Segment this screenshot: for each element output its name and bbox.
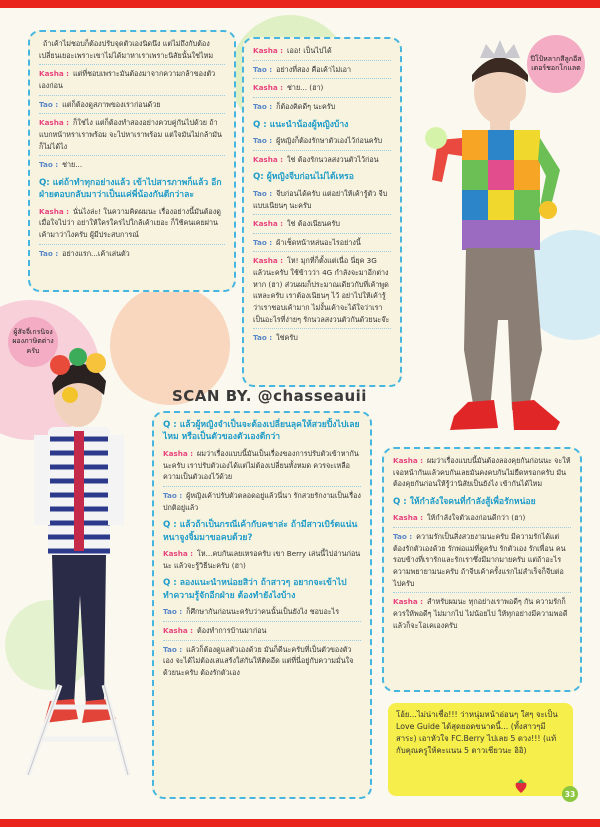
- caption-badge-right-text: ปีโป้หลากสีลูกอีสเตอร์ชอกโกแลต: [530, 54, 582, 72]
- caption-badge-left-text: ผู้สัจจี่เกรนิจง ผองภาษิตต่างครับ: [12, 328, 54, 355]
- line: Tao : อย่างที่สอง คือเค้าไม่เอา: [253, 64, 352, 74]
- line: Kasha : เออ! เป็นไปได้: [253, 46, 332, 55]
- line: Kasha : ผมว่าเรื่องแบบนี้มันเป็นเรื่องของการปรับตัวเข้าหากันนะครับ เราปรับตัวเองได้แต่ไม่ต้องเปลี่ยนทั้งหมด ควรจะเหลือความเป็นตัวเองไว้ด้วย: [163, 448, 359, 482]
- caption-badge-left: [8, 317, 58, 367]
- line: Tao : แต่ก็ต้องดูสภาพของเราก่อนด้วย: [39, 99, 161, 109]
- question-heading: Q : แล้วผู้หญิงจำเป็นจะต้องเปลี่ยนลุคให้สวยปิ้งไปเลยไหม หรือเป็นตัวของตัวเองดีกว่า: [163, 420, 360, 443]
- question-heading: Q : ให้กำลังใจคนที่กำลังสู้เพื่อรักหน่อย: [393, 496, 536, 507]
- line: Tao : ช่าย...: [39, 160, 83, 170]
- line: Kasha : นั่นไงล่ะ! ในความคิดผมนะ เรื่องอย่างนี้มันต้องดูเมื่อใจไปว่า อย่าให้ใครใครไปใกล้เค้าเยอะ ก็ใช้คนเคยผ่านเค้ามาว่าไงครับ ผู้มีประสบการณ์: [39, 206, 221, 240]
- interview-box-1: [28, 30, 236, 292]
- caption-badge-right: [527, 35, 585, 93]
- line: Tao : ความรักเป็นสิ่งสวยงามนะครับ มีความรักได้แต่ต้องรักตัวเองด้วย รักพ่อแม่ที่ดูครับ รักตัวเอง รักเพื่อน คนรอบข้างที่เรารักและรักเราซึ่งมีมากมายครับ แต่ถ้าอะไรความพยายามนะครับ ถ้าจีบเค้าครั้งแรกไม่สำเร็จก็จีบต่อไปครับ: [393, 532, 566, 588]
- scan-credit: SCAN BY. @chasseauii: [172, 387, 367, 405]
- line: Kasha : ช่าย... (ฮา): [253, 83, 324, 93]
- line: Kasha : โห...คบกันเลยเหรอครับ เขา Berry เล่นนี้ไปอ่านก่อนนะ แล้วจะรู้วิธีนะครับ (ฮา): [163, 549, 361, 570]
- interview-box-3: [152, 411, 372, 799]
- summary-text: โอ้ย...ไม่น่าเชื่อ!!! ว่าหนุ่มหน้าอ่อนๆ ใสๆ จะเป็น Love Guide ได้สุดยอดขนาดนี้... (ทั้งสาวๆมีสาระ) เอาหัวใจ FC.Berry ไปเลย 5 ดวง!!! (แท้กับคุณครูให้คะแนน 5 ดาวเชียวนะ อิอิ): [396, 710, 558, 756]
- line: Tao : แล้วก็ต้องดูแลตัวเองด้วย มันก็ดีนะครับที่เป็นตัวของตัวเอง จะได้ไม่ต้องเสแสร้งใส่กันให้ติดอีด แต่ที่นี่อยู่กับความมั่นใจด้วยนะครับ ต้องรักตัวเอง: [163, 644, 354, 677]
- line: ถ้าเค้าไม่ชอบก็ต้องปรับจุดตัวเองนิดนึง แต่ไม่ถึงกับต้องเปลี่ยนเยอะเพราะเขาไม่ได้มาหาเราเพราะนิสัยนั้นใช่ไหม: [39, 39, 214, 60]
- line: Tao : ผู้หญิงก็ต้องรักษาตัวเองไว้ก่อนครับ: [253, 136, 383, 146]
- line: Tao : ก็ต้องคิดดีๆ นะครับ: [253, 101, 336, 111]
- question-heading: Q: ผู้หญิงจีบก่อนไม่ได้เหรอ: [253, 172, 354, 183]
- top-red-bar: [0, 0, 600, 8]
- person-left-photo: [8, 335, 158, 795]
- line: Tao : อย่างแรก...เค้าเล่นตัว: [39, 248, 130, 258]
- step-ladder: [28, 685, 128, 775]
- line: Kasha : ใช่ ต้องเนียนครับ: [253, 219, 340, 229]
- line: Tao : ผ้าเช็ดหน้าหล่นอะไรอย่างนี้: [253, 237, 361, 247]
- line: Kasha : ให้กำลังใจตัวเองก่อนดีกว่า (ฮา): [393, 513, 526, 523]
- line: Kasha : แต่ที่ชอบเพราะมันต้องมาจากความกล้าของตัวเองก่อน: [39, 69, 216, 90]
- summary-box: [388, 703, 573, 796]
- question-heading: Q : ลองแนะนำหน่อยสิว่า ถ้าสาวๆ อยากจะเข้าไปทำความรู้จักอีกฝ่าย ต้องทำยังไงบ้าง: [163, 578, 347, 601]
- line: Tao : ใช่ครับ: [253, 333, 298, 343]
- line: Kasha : ก็ใช่ไง แต่ก็ต้องทำสองอย่างควบคู่กันไปด้วย ถ้าแบกหน้าหราเราพร้อม จะไปหาเราพร้อม แต่ใจมันไม่กล้ามันก็ไม่ได้ไง: [39, 118, 222, 151]
- strawberry-icon: [514, 778, 528, 794]
- line: Tao : จีบก่อนได้ครับ แต่อย่าให้เค้ารู้ตัว จีบแบบเนียนๆ นะครับ: [253, 188, 388, 210]
- question-heading: Q : แล้วถ้าเป็นกรณีเค้ากับคชาล่ะ ถ้ามีสาวเบิร์ดแน่นหนาจูงจิ้มมาขอคบด้วย?: [163, 520, 358, 543]
- interview-box-2: [242, 37, 402, 387]
- interview-box-4: [382, 447, 582, 692]
- question-heading: Q: แต่ถ้าทำทุกอย่างแล้ว เข้าไปสารภาพก็แล้ว อีกฝ่ายตอบกลับมาว่าเป็นแค่พี่น้องกันดีกว่าละ: [39, 177, 222, 201]
- line: Tao : ผู้หญิงเค้าปรับตัวตลอดอยู่แล้วนี่นา รักสวยรักงามเป็นเรื่องปกติอยู่แล้ว: [163, 490, 361, 512]
- page-number: 33: [562, 786, 578, 802]
- bottom-red-bar: [0, 819, 600, 827]
- line: Kasha : โห! มุกที่ก็ตั้งแต่เนื่อ นี่ยุค 3G แล้วนะครับ ใช้ข้าวว่า 4G กำลังจะมาอีกต่างหาก (ฮา) ส่วนผมก็ประมาณเดียวกับที่เค้าพูดแหละครับ เราต้องเนียนๆ ไว้ อย่าไปให้เค้ารู้ว่าเราชอบเค้ามาก ไม่งั้นเค้าจะได้ใจว่าเราเป็นอะไรที่ง่ายๆ รักนวลสงวนตัวกันด้วยนะจ๊ะ: [253, 256, 390, 324]
- question-heading: Q : แนะนำน้องผู้หญิงบ้าง: [253, 119, 349, 130]
- line: Kasha : ผมว่าเรื่องแบบนี้มันต้องลองคุยกันก่อนนะ จะให้เจอหน้ากันแล้วคบกันเลยมันคงคบกันไม่ยืดหรอกครับ มันต้องคุยกันก่อนให้รู้ว่านิสัยเป็นยังไง เข้ากันได้ไหม: [393, 456, 571, 489]
- line: Tao : ก็ศึกษากันก่อนนะครับว่าคนนั้นเป็นยังไง ชอบอะไร: [163, 607, 340, 617]
- line: Kasha : ต้องทำการบ้านมาก่อน: [163, 625, 267, 635]
- line: Kasha : ใช่ ต้องรักนวลสงวนตัวไว้ก่อน: [253, 154, 379, 164]
- line: Kasha : สำหรับผมนะ ทุกอย่างเราพอดีๆ กัน ความรักก็ควรให้พอดีๆ ไม่มากไป ไม่น้อยไป ให้ทุกอย่างมีความพอดีแล้วก็จะโอเคเองครับ: [393, 597, 568, 630]
